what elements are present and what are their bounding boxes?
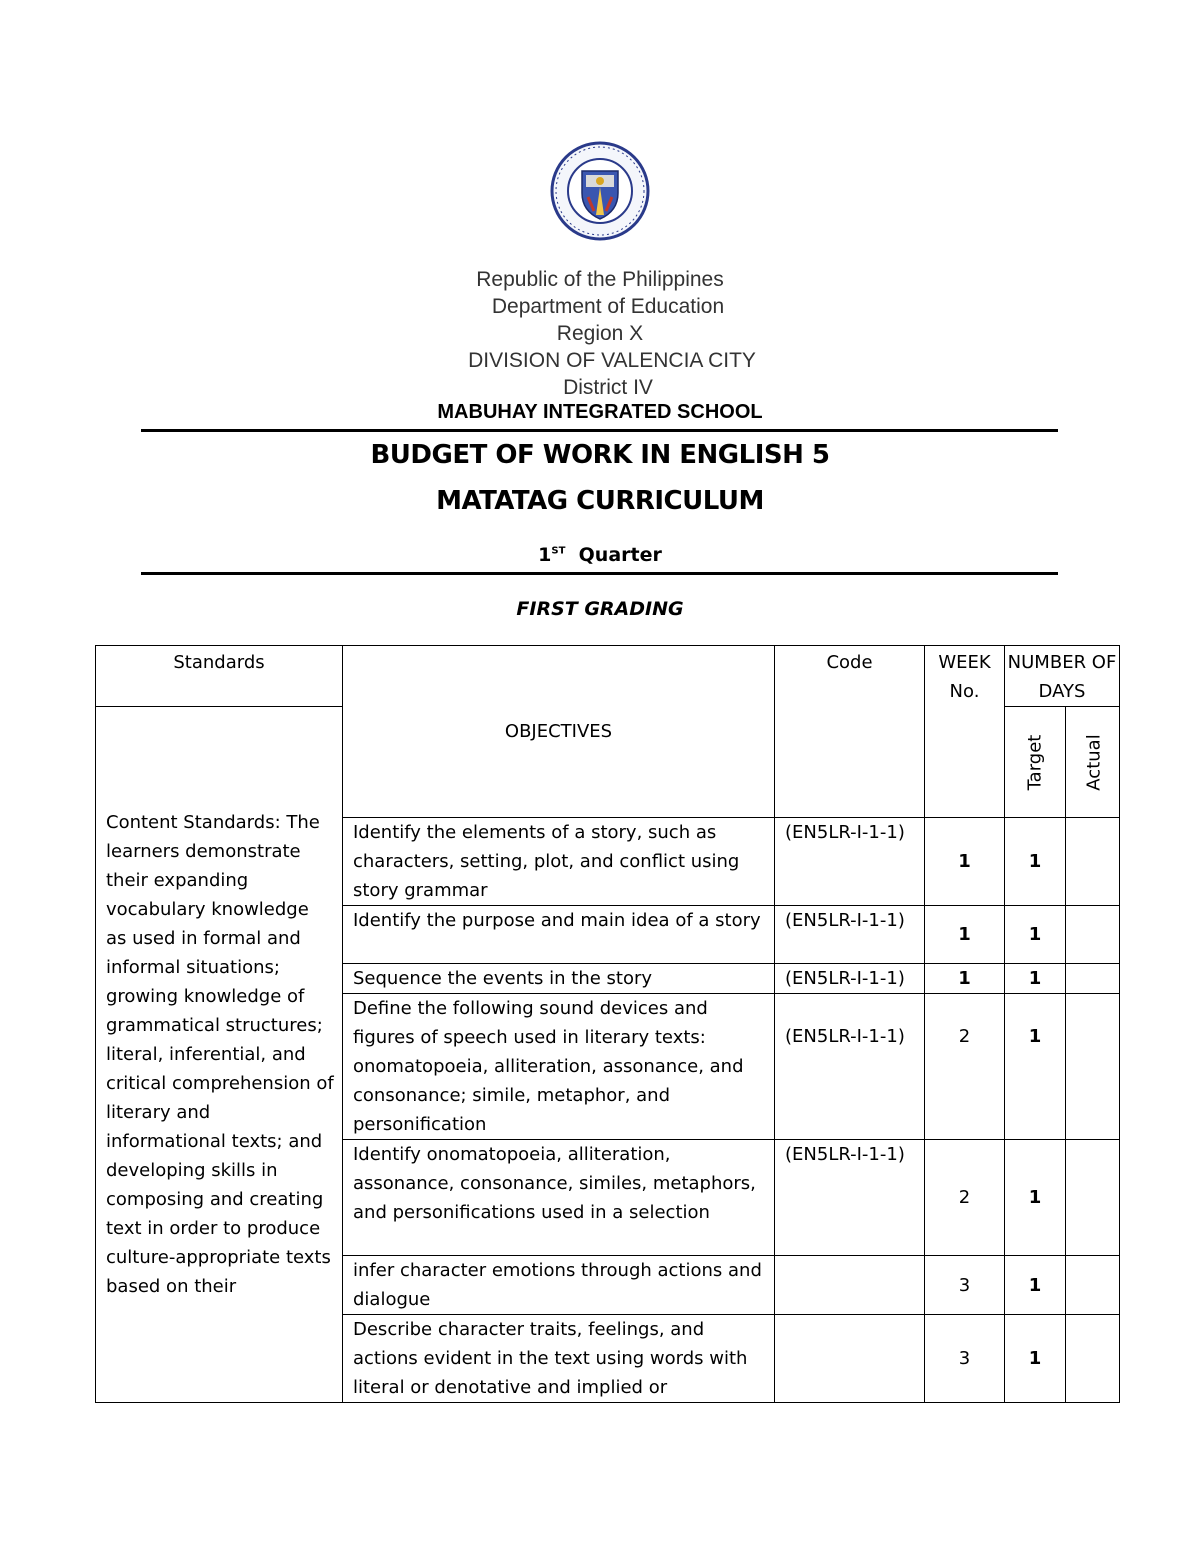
week-cell: 2 [925,1140,1005,1256]
target-cell: 1 [1005,906,1066,964]
week-header: WEEK No. [925,646,1005,818]
week-cell: 2 [925,994,1005,1140]
code-cell [775,1256,925,1315]
week-cell: 1 [925,818,1005,906]
week-cell: 1 [925,906,1005,964]
actual-cell [1066,818,1120,906]
document-title: BUDGET OF WORK IN ENGLISH 5 [370,440,830,470]
deped-seal-icon [546,141,654,241]
actual-cell [1066,906,1120,964]
quarter-label [0,544,1200,566]
actual-cell [1066,1315,1120,1403]
code-cell [775,1315,925,1403]
target-cell: 1 [1005,1315,1066,1403]
header-divider [141,429,1058,432]
actual-cell [1066,964,1120,994]
title-divider [141,572,1058,575]
quarter-text: Quarter [578,544,662,566]
content-standard-cell: Content Standards: The learners demonstrate their expanding vocabulary knowledge as used in formal and informal situations; growing knowledge of grammatical structures; literal, inferential, and critical comprehension of literary and informational texts; and developing skills in composing and creating text in order to produce culture-appropriate texts based on their [96,707,343,1403]
objective-cell: Identify the elements of a story, such as characters, setting, plot, and conflict using story grammar [343,818,775,906]
actual-cell [1066,1256,1120,1315]
objective-cell: Define the following sound devices and figures of speech used in literary texts: onomatopoeia, alliteration, assonance, and consonance; simile, metaphor, and personification [343,994,775,1140]
target-cell: 1 [1005,1140,1066,1256]
objective-cell: Describe character traits, feelings, and actions evident in the text using words with literal or denotative and implied or [343,1315,775,1403]
header-district: District IV [563,376,653,399]
week-cell: 3 [925,1256,1005,1315]
days-header: NUMBER OF DAYS [1005,646,1120,707]
actual-header-label: Actual [1083,733,1105,791]
actual-cell [1066,1140,1120,1256]
code-cell: (EN5LR-I-1-1) [775,1140,925,1256]
code-cell: (EN5LR-I-1-1) [775,818,925,906]
target-cell: 1 [1005,994,1066,1140]
target-cell: 1 [1005,964,1066,994]
code-cell: (EN5LR-I-1-1) [775,964,925,994]
standards-header: Standards [96,646,343,707]
header-region: Region X [556,322,644,345]
target-cell: 1 [1005,818,1066,906]
target-header-label: Target [1024,734,1046,790]
budget-of-work-table [95,645,1120,1403]
actual-header [1066,707,1120,818]
objective-cell: Sequence the events in the story [343,964,775,994]
target-header [1005,707,1066,818]
header-department: Department of Education [491,295,725,318]
header-country: Republic of the Philippines [476,268,724,291]
objective-cell: Identify the purpose and main idea of a story [343,906,775,964]
target-cell: 1 [1005,1256,1066,1315]
objective-cell: infer character emotions through actions and dialogue [343,1256,775,1315]
curriculum-title: MATATAG CURRICULUM [436,486,764,516]
week-cell: 1 [925,964,1005,994]
code-cell: (EN5LR-I-1-1) [775,906,925,964]
header-division: DIVISION OF VALENCIA CITY [468,349,756,372]
grading-period: FIRST GRADING [516,598,684,620]
quarter-number: 1 [538,544,552,566]
code-header: Code [775,646,925,818]
objective-cell: Identify onomatopoeia, alliteration, assonance, consonance, similes, metaphors, and personifications used in a selection [343,1140,775,1256]
objectives-header: OBJECTIVES [343,646,775,818]
quarter-suffix: ST [551,545,566,557]
code-cell: (EN5LR-I-1-1) [775,994,925,1140]
week-cell: 3 [925,1315,1005,1403]
actual-cell [1066,994,1120,1140]
school-name: MABUHAY INTEGRATED SCHOOL [437,401,763,423]
